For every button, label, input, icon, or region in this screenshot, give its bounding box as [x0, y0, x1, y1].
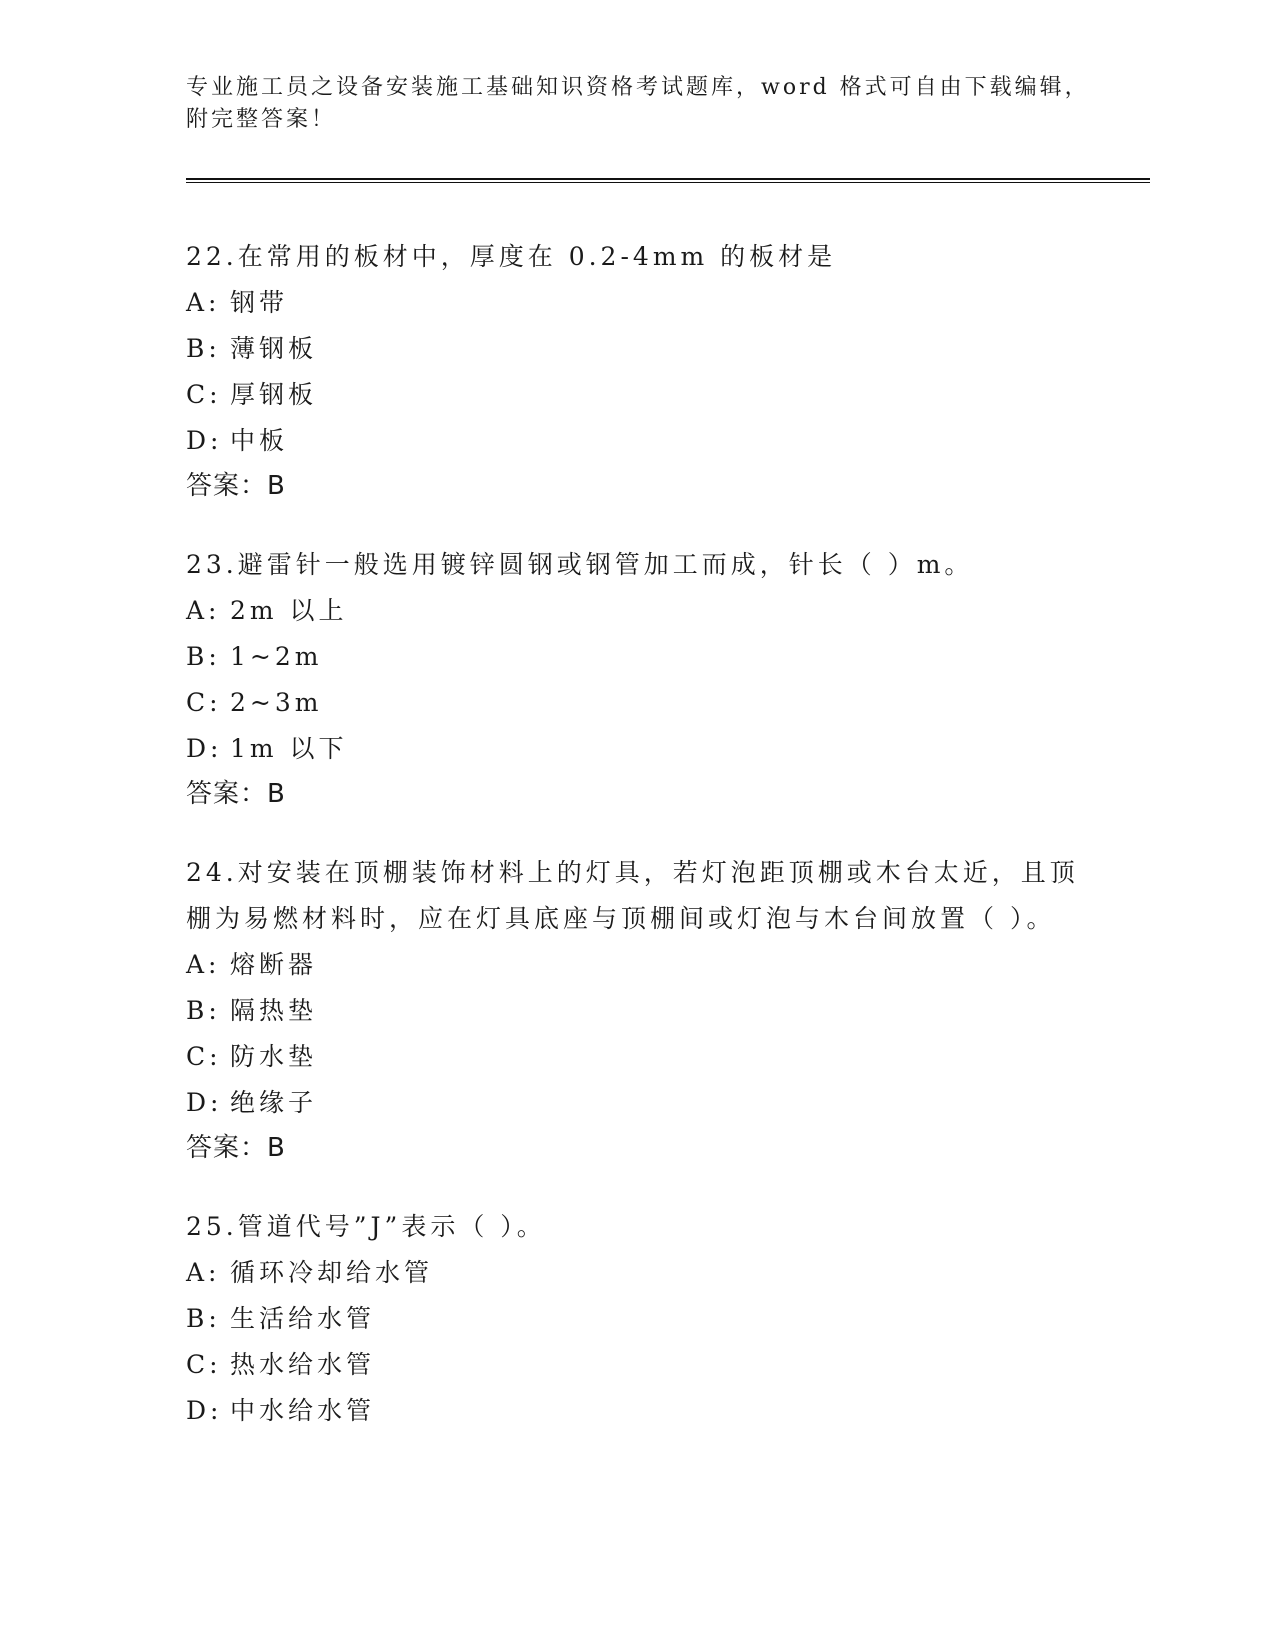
question-stem-line: 24.对安装在顶棚装饰材料上的灯具，若灯泡距顶棚或木台太近，且顶: [186, 858, 1079, 887]
option-letter: A:: [186, 1258, 221, 1287]
option-text: 1~2m: [230, 642, 323, 671]
question-23: [186, 542, 1086, 816]
option-text: 2m 以上: [230, 596, 348, 625]
option-b: [186, 1296, 1086, 1342]
option-d: [186, 1388, 1086, 1434]
option-letter: D:: [186, 426, 223, 455]
option-letter: D:: [186, 1088, 223, 1117]
header-line-1: 专业施工员之设备安装施工基础知识资格考试题库，word 格式可自由下载编辑，: [186, 75, 1090, 100]
option-c: [186, 1034, 1086, 1080]
option-letter: B:: [186, 642, 221, 671]
header-divider: [186, 178, 1150, 183]
option-text: 生活给水管: [230, 1304, 376, 1333]
option-text: 隔热垫: [230, 996, 318, 1025]
option-text: 循环冷却给水管: [230, 1258, 434, 1287]
option-text: 中板: [230, 426, 289, 455]
header-line-2: 附完整答案！: [186, 107, 337, 132]
question-stem: [186, 542, 1086, 588]
option-text: 钢带: [230, 288, 289, 317]
option-c: [186, 372, 1086, 418]
option-text: 绝缘子: [230, 1088, 318, 1117]
option-letter: D:: [186, 1396, 223, 1425]
option-b: [186, 326, 1086, 372]
option-text: 中水给水管: [230, 1396, 376, 1425]
question-list: [186, 234, 1086, 1468]
question-stem: [186, 1204, 1086, 1250]
option-letter: B:: [186, 334, 221, 363]
option-a: [186, 1250, 1086, 1296]
option-b: [186, 988, 1086, 1034]
document-header: [186, 72, 1090, 136]
option-text: 熔断器: [230, 950, 318, 979]
question-stem-line: 23.避雷针一般选用镀锌圆钢或钢管加工而成，针长（ ）m。: [186, 550, 974, 579]
option-text: 2~3m: [230, 688, 323, 717]
question-stem-line: 25.管道代号”J”表示（ ）。: [186, 1212, 546, 1241]
option-letter: A:: [186, 950, 221, 979]
option-a: [186, 942, 1086, 988]
question-24: [186, 850, 1086, 1170]
option-text: 防水垫: [230, 1042, 318, 1071]
option-d: [186, 418, 1086, 464]
question-stem: [186, 850, 1086, 942]
option-letter: C:: [186, 1042, 222, 1071]
option-text: 1m 以下: [230, 734, 348, 763]
answer-line: 答案：B: [186, 471, 286, 501]
option-d: [186, 726, 1086, 772]
answer-line: 答案：B: [186, 1133, 286, 1163]
question-stem-line: 22.在常用的板材中，厚度在 0.2-4mm 的板材是: [186, 242, 837, 271]
option-letter: A:: [186, 288, 221, 317]
question-stem: [186, 234, 1086, 280]
question-25: [186, 1204, 1086, 1434]
option-letter: B:: [186, 996, 221, 1025]
question-stem-line: 棚为易燃材料时，应在灯具底座与顶棚间或灯泡与木台间放置（ ）。: [186, 904, 1056, 933]
question-22: [186, 234, 1086, 508]
option-letter: C:: [186, 688, 222, 717]
option-c: [186, 680, 1086, 726]
option-b: [186, 634, 1086, 680]
option-a: [186, 588, 1086, 634]
option-text: 厚钢板: [230, 380, 318, 409]
option-d: [186, 1080, 1086, 1126]
option-letter: A:: [186, 596, 221, 625]
option-text: 薄钢板: [230, 334, 318, 363]
option-a: [186, 280, 1086, 326]
option-letter: C:: [186, 1350, 222, 1379]
option-c: [186, 1342, 1086, 1388]
option-letter: B:: [186, 1304, 221, 1333]
option-letter: C:: [186, 380, 222, 409]
answer-line: 答案：B: [186, 779, 286, 809]
option-letter: D:: [186, 734, 223, 763]
option-text: 热水给水管: [230, 1350, 376, 1379]
